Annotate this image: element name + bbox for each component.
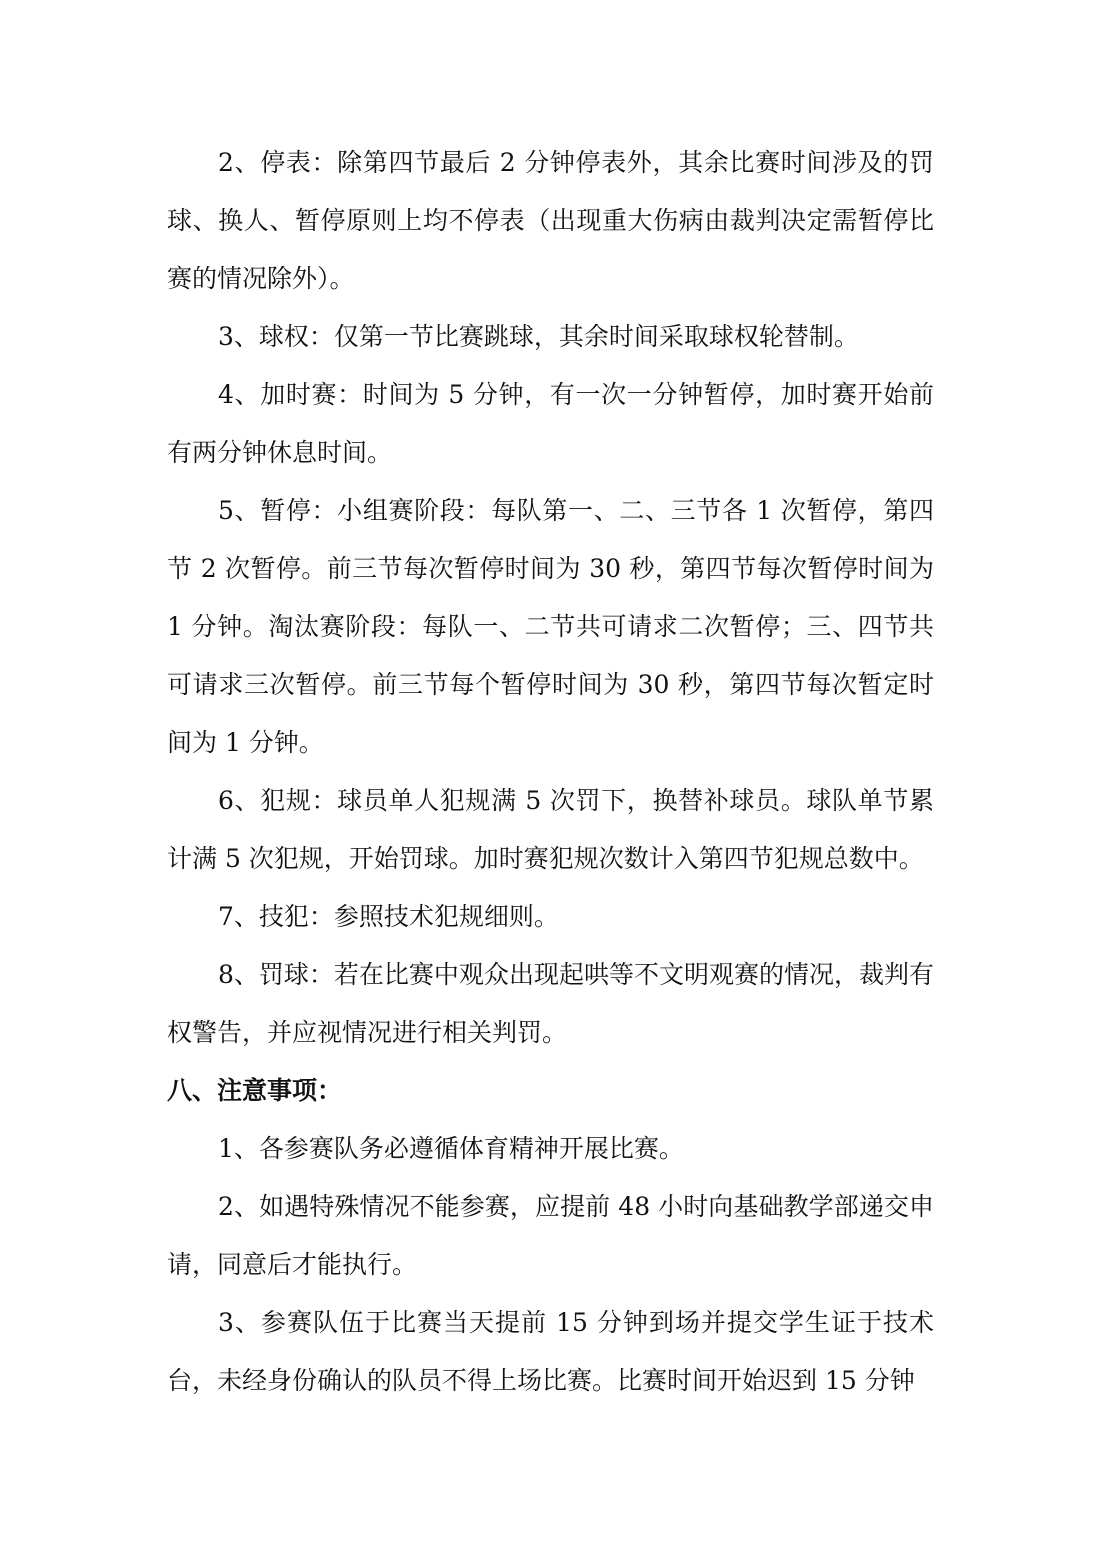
- document-page: [167, 134, 934, 1410]
- rule-technical-foul: 7、技犯：参照技术犯规细则。: [218, 902, 559, 931]
- rule-overtime: 4、加时赛：时间为 5 分钟，有一次一分钟暂停，加时赛开始前有两分钟休息时间。: [167, 380, 934, 467]
- section-heading-notes: 八、注意事项：: [167, 1076, 343, 1105]
- rule-penalty: 8、罚球：若在比赛中观众出现起哄等不文明观赛的情况，裁判有权警告，并应视情况进行相关判罚。: [167, 960, 934, 1047]
- rule-timeout: 5、暂停：小组赛阶段：每队第一、二、三节各 1 次暂停，第四节 2 次暂停。前三节每次暂停时间为 30 秒，第四节每次暂停时间为 1 分钟。淘汰赛阶段：每队一、二节共可请求二次暂停；三、四节共可请求三次暂停。前三节每个暂停时间为 30 秒，第四节每次暂定时间为 1 分钟。: [167, 496, 934, 757]
- rule-possession: 3、球权：仅第一节比赛跳球，其余时间采取球权轮替制。: [218, 322, 859, 351]
- note-arrival-check-in: 3、参赛队伍于比赛当天提前 15 分钟到场并提交学生证于技术台，未经身份确认的队员不得上场比赛。比赛时间开始迟到 15 分钟: [167, 1308, 934, 1395]
- rule-stop-clock: 2、停表：除第四节最后 2 分钟停表外，其余比赛时间涉及的罚球、换人、暂停原则上均不停表（出现重大伤病由裁判决定需暂停比赛的情况除外）。: [167, 148, 934, 293]
- note-absence-request: 2、如遇特殊情况不能参赛，应提前 48 小时向基础教学部递交申请，同意后才能执行。: [167, 1192, 934, 1279]
- note-sportsmanship: 1、各参赛队务必遵循体育精神开展比赛。: [218, 1134, 684, 1163]
- rule-foul: 6、犯规：球员单人犯规满 5 次罚下，换替补球员。球队单节累计满 5 次犯规，开始罚球。加时赛犯规次数计入第四节犯规总数中。: [167, 786, 934, 873]
